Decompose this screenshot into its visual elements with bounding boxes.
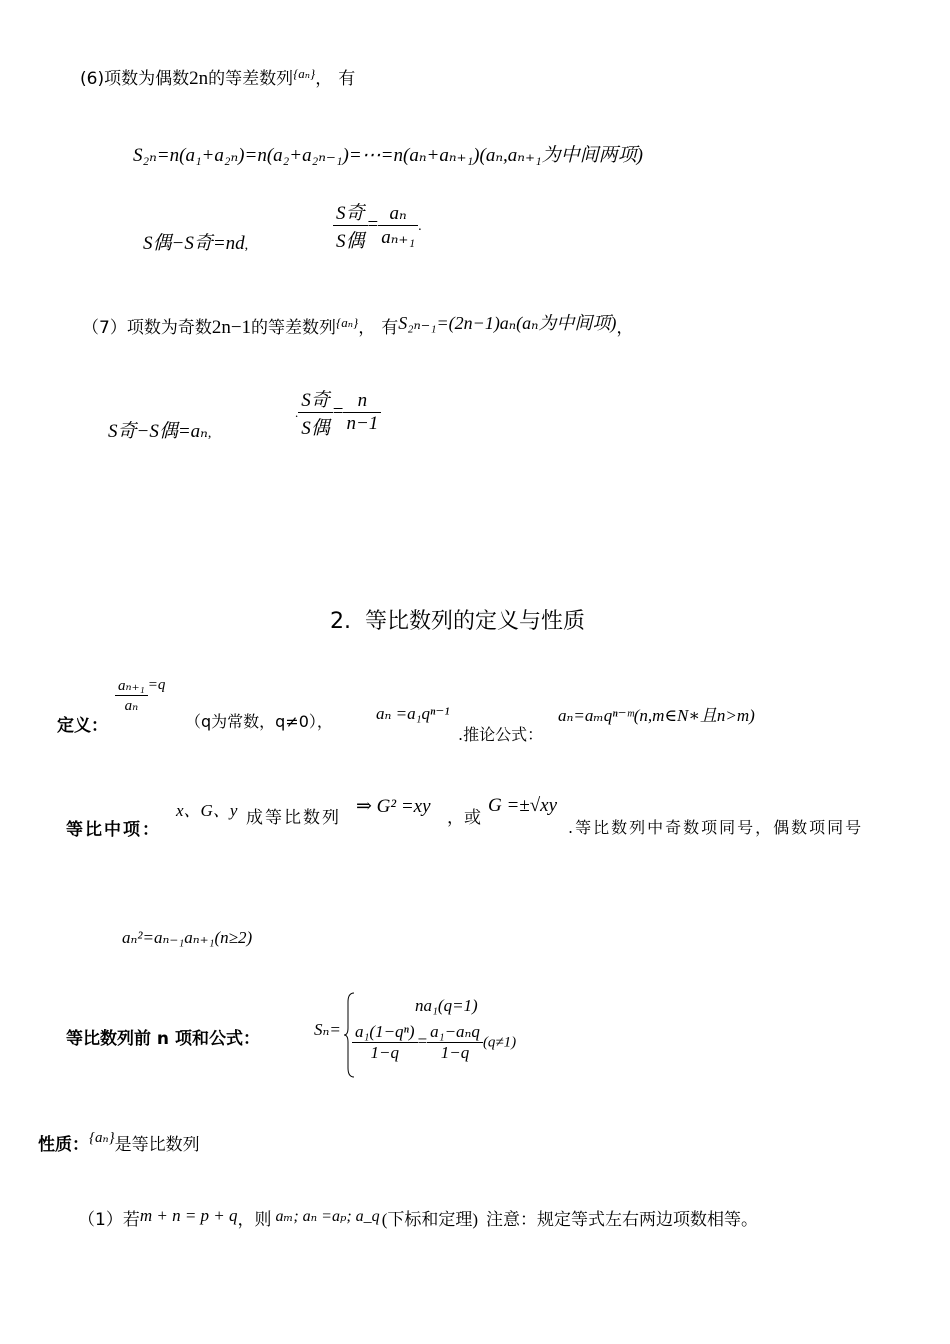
item6-comma: ，	[315, 69, 333, 89]
item6-ratio-lhs-num: S奇	[333, 198, 368, 226]
item7-mid: 的等差数列	[251, 318, 337, 338]
item6-ratio-rhs-den: aₙ₊₁	[381, 227, 416, 248]
item7-diff-comma: ,	[207, 426, 212, 441]
item6-mid: 的等差数列	[208, 69, 294, 89]
section-title: 2. 等比数列的定义与性质	[330, 609, 585, 634]
sum-case2	[352, 1022, 516, 1063]
item7-end-comma: ，	[616, 318, 634, 338]
item7-comma: ，	[358, 318, 376, 338]
property-text: 是等比数列	[114, 1135, 200, 1155]
item7-ratio-rhs-den: n−1	[346, 413, 379, 434]
sum-case2-num1: a₁(1−qⁿ)	[352, 1022, 418, 1043]
sum-case1: na₁(q=1)	[415, 996, 478, 1015]
property-item1-cond: m + n = p + q	[139, 1206, 238, 1225]
sum-sn: Sₙ=	[314, 1020, 341, 1039]
item6-ratio-end: .	[418, 218, 422, 234]
geometric-mean-square-formula: aₙ²=aₙ₋₁aₙ₊₁(n≥2)	[122, 928, 253, 947]
property-item1-note1: (下标和定理)	[381, 1210, 479, 1229]
item7-label: （7）项数为奇数	[82, 318, 212, 338]
property-item1-label: （1）若	[78, 1210, 140, 1230]
property-item1-line	[78, 1205, 758, 1230]
item7-ratio-lhs-num: S奇	[298, 385, 333, 413]
property-item1-result: aₘ; aₙ =aₚ; a_q	[275, 1208, 380, 1225]
item7-dot: .	[295, 404, 299, 420]
item6-two-n: 2n	[189, 68, 209, 89]
geometric-mean-implies: ⇒ G² =xy	[356, 796, 431, 817]
item6-label: (6)项数为偶数	[80, 69, 190, 89]
sum-case2-eq: =	[417, 1031, 428, 1051]
item6-diff-formula-row	[143, 228, 248, 255]
property-line	[38, 1128, 200, 1155]
geometric-mean-formula2: G =±√xy	[488, 795, 558, 816]
item6-ratio-lhs-den: S偶	[336, 231, 365, 252]
property-label: 性质：	[38, 1135, 89, 1155]
item7-ratio: . $\frac{\text{S奇}}{\text{S偶}}$ = $\frac{n}{n-1}$	[295, 385, 381, 440]
item6-ratio-rhs-num: aₙ	[378, 202, 418, 226]
geometric-mean-label: 等比中项：	[66, 820, 161, 840]
item7-seq: {aₙ}	[336, 315, 359, 330]
item6-line	[80, 64, 355, 90]
item6-seq: {aₙ}	[293, 66, 316, 81]
item7-diff-formula-row	[108, 416, 211, 443]
geometric-mean-text2: .等比数列中奇数项同号，偶数项同号	[568, 818, 864, 837]
property-item1-then: ，则	[237, 1210, 272, 1230]
definition-frac-num: aₙ₊₁	[115, 676, 148, 696]
item7-you: 有	[381, 318, 399, 338]
item6-diff-formula: S偶−S奇=nd	[143, 233, 245, 254]
sum-case2-den1: 1−q	[370, 1043, 400, 1062]
item6-diff-comma: ,	[244, 238, 249, 253]
geometric-mean-or: ，或	[447, 808, 481, 828]
definition-inference-formula: aₙ=aₘqⁿ⁻ᵐ(n,m∈N∗且n>m)	[558, 706, 755, 725]
sum-case2-num2: a₁−aₙq	[427, 1022, 483, 1043]
geometric-mean-text1: 成等比数列	[246, 808, 341, 828]
sum-case2-den2: 1−q	[440, 1043, 470, 1062]
property-seq: {aₙ}	[89, 1130, 115, 1146]
item7-diff-formula: S奇−S偶=aₙ	[108, 421, 208, 442]
sum-label: 等比数列前 n 项和公式：	[66, 1029, 260, 1049]
item7-two-n-minus-1: 2n−1	[211, 317, 252, 338]
item7-ratio-rhs-num: n	[343, 390, 381, 413]
item6-you: 有	[338, 69, 356, 89]
definition-frac-den: aₙ	[124, 698, 139, 714]
item7-sum-formula: S₂ₙ₋₁=(2n−1)aₙ(aₙ为中间项)	[398, 313, 617, 333]
geometric-mean-xgy: x、G、y	[176, 801, 238, 820]
definition-fraction	[115, 676, 165, 715]
item7-ratio-lhs-den: S偶	[301, 418, 330, 439]
item7-line	[82, 309, 633, 339]
item6-ratio: $\frac{\text{S奇}}{\text{S偶}}$ = $\frac{\text{aₙ}}{\text{aₙ₊₁}}$ .	[333, 198, 422, 253]
sum-case2-cond: (q≠1)	[482, 1034, 517, 1051]
item6-sum-formula: S₂ₙ=n(a₁+a₂ₙ)=n(a₂+a₂ₙ₋₁)=⋯=n(aₙ+aₙ₊₁)(aₙ,aₙ₊₁为中间两项)	[133, 145, 643, 166]
definition-inference-label: .推论公式：	[458, 725, 544, 744]
definition-paren-note: （q为常数，q≠0），	[185, 712, 333, 731]
definition-eq-q: =q	[147, 676, 166, 693]
definition-general-term: aₙ =a₁qⁿ⁻¹	[376, 704, 450, 723]
definition-label: 定义：	[57, 716, 108, 736]
property-item1-note2: 注意：规定等式左右两边项数相等。	[486, 1210, 759, 1230]
